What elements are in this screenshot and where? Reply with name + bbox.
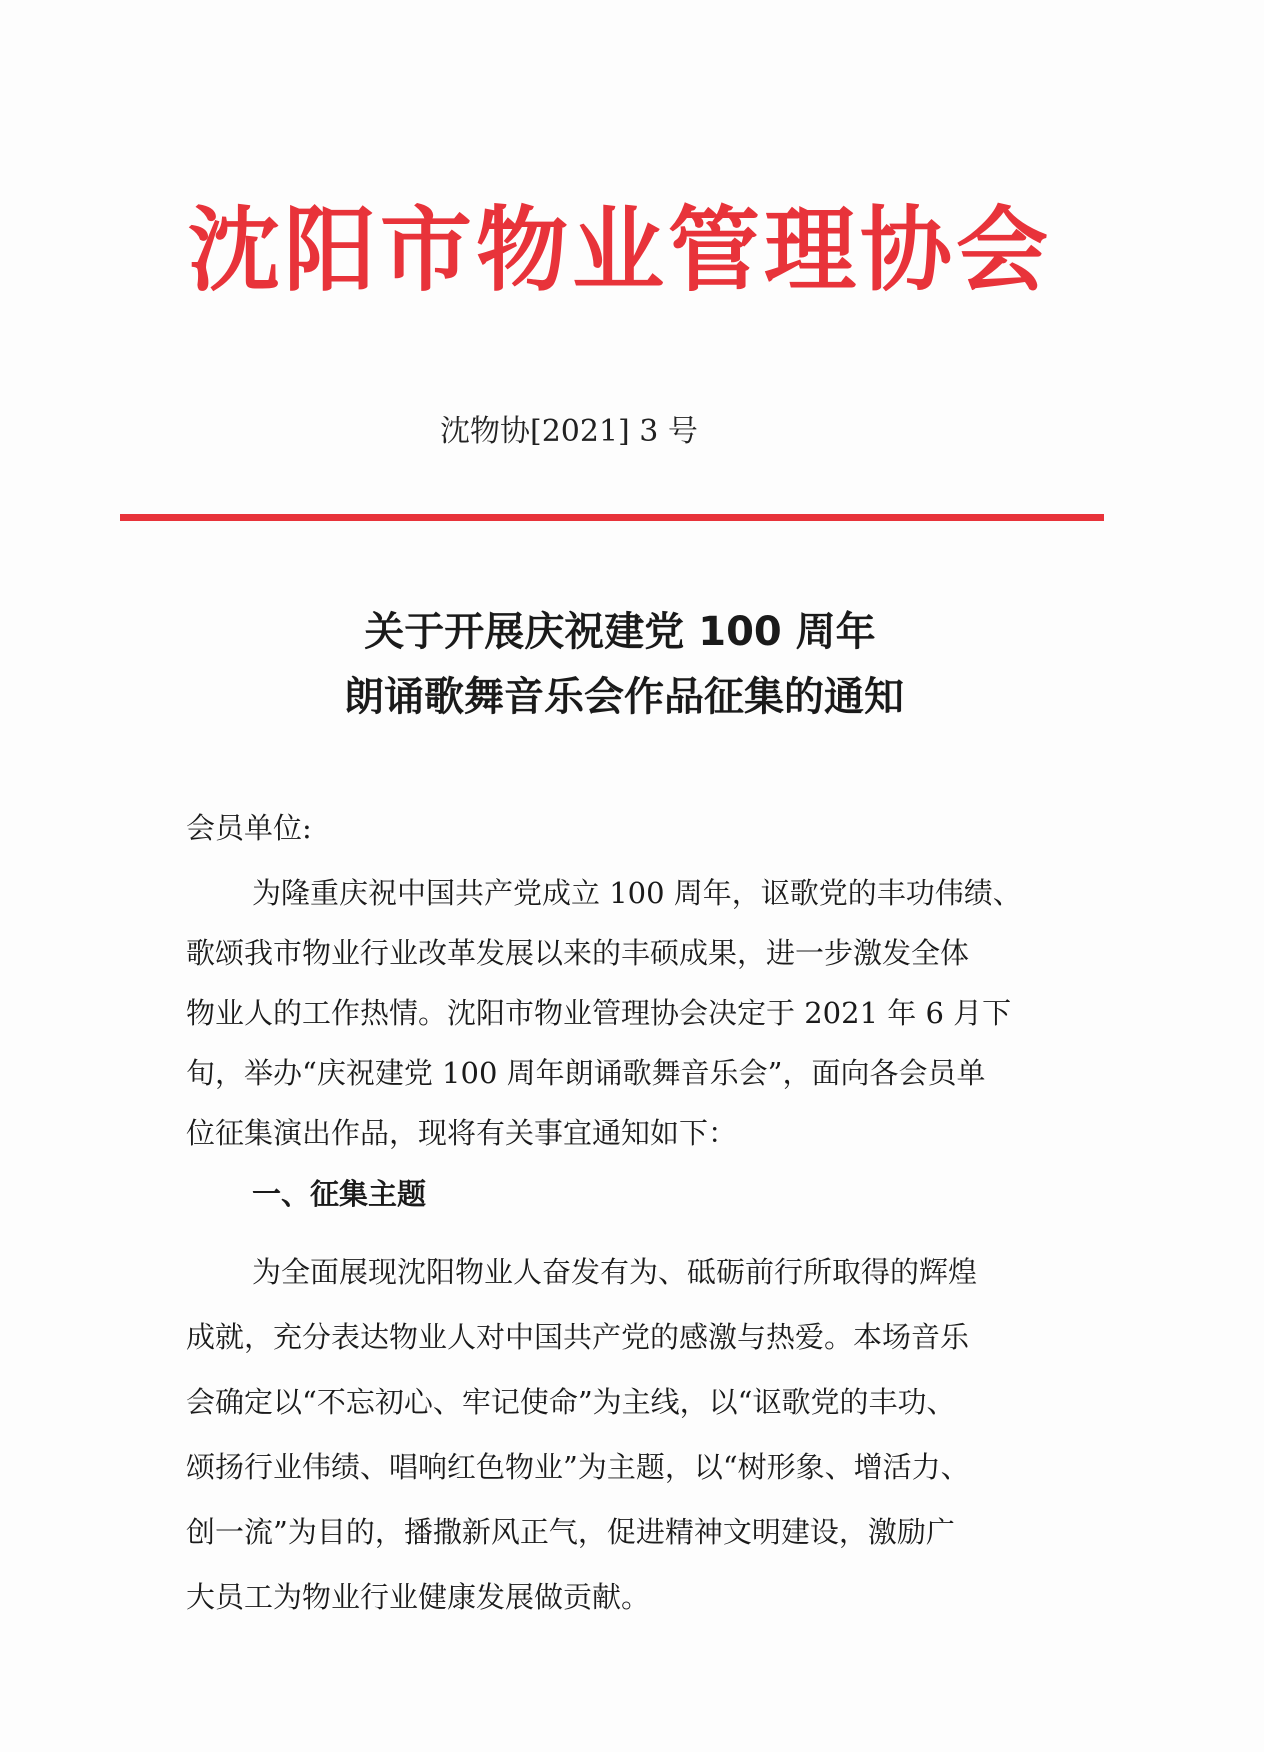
paragraph-2-line-1: 为全面展现沈阳物业人奋发有为、砥砺前行所取得的辉煌: [252, 1255, 978, 1289]
organization-masthead: 沈阳市物业管理协会: [187, 196, 1052, 304]
salutation: 会员单位:: [186, 811, 312, 845]
paragraph-2-line-6: 大员工为物业行业健康发展做贡献。: [186, 1580, 651, 1614]
paragraph-2-line-2: 成就，充分表达物业人对中国共产党的感激与热爱。本场音乐: [186, 1320, 970, 1354]
paragraph-1-line-5: 位征集演出作品，现将有关事宜通知如下：: [186, 1116, 738, 1150]
paragraph-1-line-4: 旬，举办“庆祝建党 100 周年朗诵歌舞音乐会”，面向各会员单: [186, 1056, 986, 1090]
paragraph-2-line-5: 创一流”为目的，播撒新风正气，促进精神文明建设，激励广: [186, 1515, 955, 1549]
section-1-heading: 一、征集主题: [252, 1177, 427, 1211]
paragraph-2-line-3: 会确定以“不忘初心、牢记使命”为主线，以“讴歌党的丰功、: [186, 1385, 956, 1419]
paragraph-2-line-4: 颂扬行业伟绩、唱响红色物业”为主题，以“树形象、增活力、: [186, 1450, 970, 1484]
paragraph-1-line-1: 为隆重庆祝中国共产党成立 100 周年，讴歌党的丰功伟绩、: [252, 876, 1022, 910]
document-title-line-1: 关于开展庆祝建党 100 周年: [364, 609, 876, 655]
document-number: 沈物协[2021] 3 号: [440, 414, 698, 449]
paragraph-1-line-3: 物业人的工作热情。沈阳市物业管理协会决定于 2021 年 6 月下: [186, 996, 1012, 1030]
red-divider-line: [120, 514, 1104, 521]
paragraph-1-line-2: 歌颂我市物业行业改革发展以来的丰硕成果，进一步激发全体: [186, 936, 970, 970]
document-title-line-2: 朗诵歌舞音乐会作品征集的通知: [344, 674, 904, 720]
